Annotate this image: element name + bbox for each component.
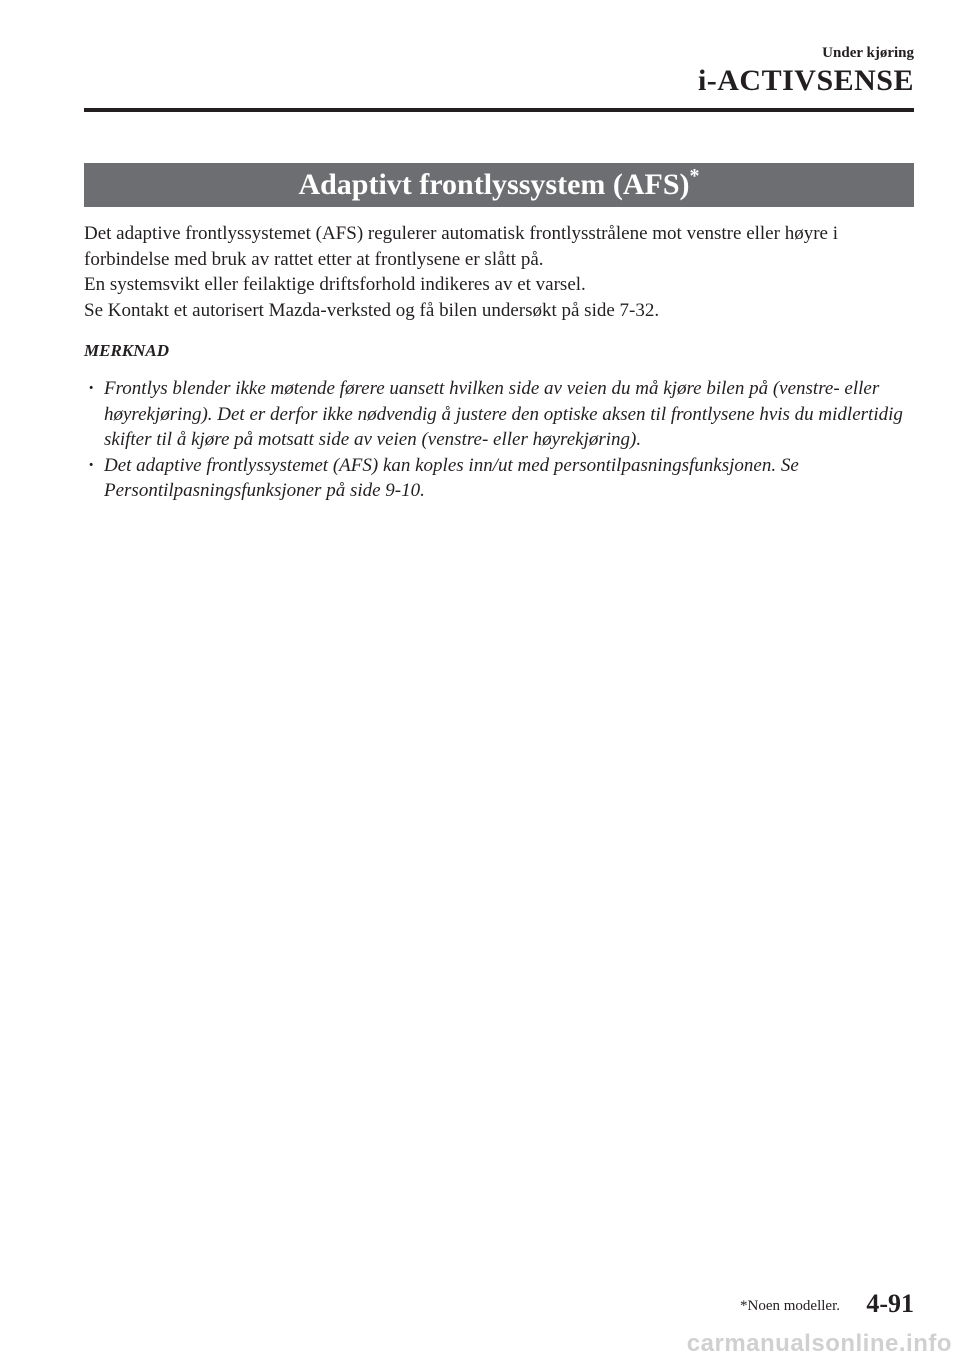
note-item-2 [84, 453, 914, 504]
page-title-bar [84, 163, 914, 207]
body-paragraph-2: En systemsvikt eller feilaktige driftsforhold indikeres av et varsel. [84, 274, 586, 295]
note-item-1-text: Frontlys blender ikke møtende førere uansett hvilken side av veien du må kjøre bilen på (venstre- eller høyrekjøring). Det er derfor ikke nødvendig å justere den optiske aksen til frontlysene hvis du midlertidig skifter til å kjøre på motsatt side av veien (venstre- eller høyrekjøring). [104, 378, 903, 450]
bullet-icon: · [88, 378, 95, 399]
main-content [84, 221, 914, 504]
note-item-2-text: Det adaptive frontlyssystemet (AFS) kan koples inn/ut med persontilpasningsfunksjonen. Se Persontilpasningsfunksjoner på side 9-10. [104, 454, 799, 501]
note-item-1 [84, 376, 914, 453]
chapter-title: i-ACTIVSENSE [697, 64, 914, 97]
page-title: Adaptivt frontlyssystem (AFS) [298, 168, 690, 201]
running-header [698, 44, 914, 98]
note-heading: MERKNAD [84, 341, 170, 360]
header-divider [84, 108, 914, 112]
footnote-marker: * [689, 165, 700, 187]
bullet-icon: · [88, 454, 95, 476]
page-number: 4-91 [866, 1289, 914, 1318]
body-paragraph-1: Det adaptive frontlyssystemet (AFS) regulerer automatisk frontlysstrålene mot venstre eller høyre i forbindelse med bruk av rattet etter at frontlysene er slått på. [84, 223, 838, 270]
note-list [84, 376, 914, 504]
body-paragraph-3: Se Kontakt et autorisert Mazda-verksted og få bilen undersøkt på side 7-32. [84, 299, 660, 321]
section-label: Under kjøring [822, 45, 914, 61]
footnote: *Noen modeller. [740, 1298, 840, 1314]
watermark-logo: carmanualsonline.info [686, 1330, 952, 1357]
